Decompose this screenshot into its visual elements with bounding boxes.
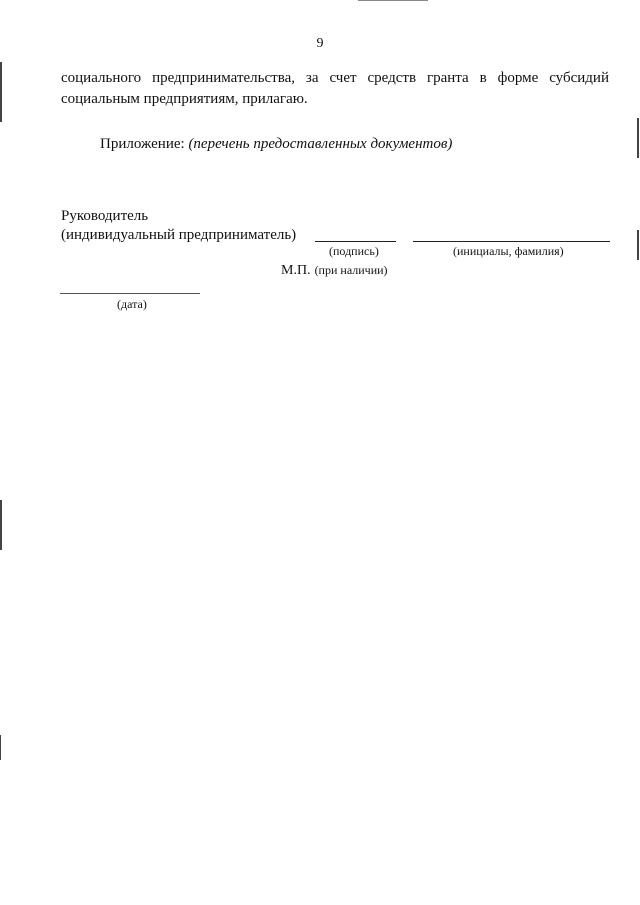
signature-caption: (подпись): [329, 244, 379, 258]
name-line: [413, 241, 610, 242]
scan-artifact: [0, 62, 2, 122]
scan-artifact: [0, 500, 2, 550]
stamp-condition: (при наличии): [314, 263, 388, 277]
stamp-label: М.П.: [281, 263, 311, 278]
attachment-line: [100, 136, 452, 153]
scan-artifact: [0, 735, 1, 760]
body-paragraph: социального предпринимательства, за счет средств гранта в форме субсидий социальным предприятиям, прилагаю.: [61, 70, 609, 107]
signature-line: [315, 241, 396, 242]
scan-artifact: [358, 0, 428, 1]
date-caption: (дата): [117, 297, 147, 311]
attachment-note: (перечень предоставленных документов): [188, 136, 453, 152]
scan-artifact: [637, 118, 639, 158]
page-number: 9: [316, 36, 324, 51]
stamp-placeholder: [281, 261, 388, 279]
signatory-title: Руководитель: [61, 208, 149, 224]
name-caption: (инициалы, фамилия): [453, 244, 564, 258]
date-line: [60, 293, 200, 294]
attachment-label: Приложение:: [100, 136, 185, 152]
signatory-subtitle: (индивидуальный предприниматель): [61, 227, 297, 243]
scan-artifact: [637, 230, 639, 260]
